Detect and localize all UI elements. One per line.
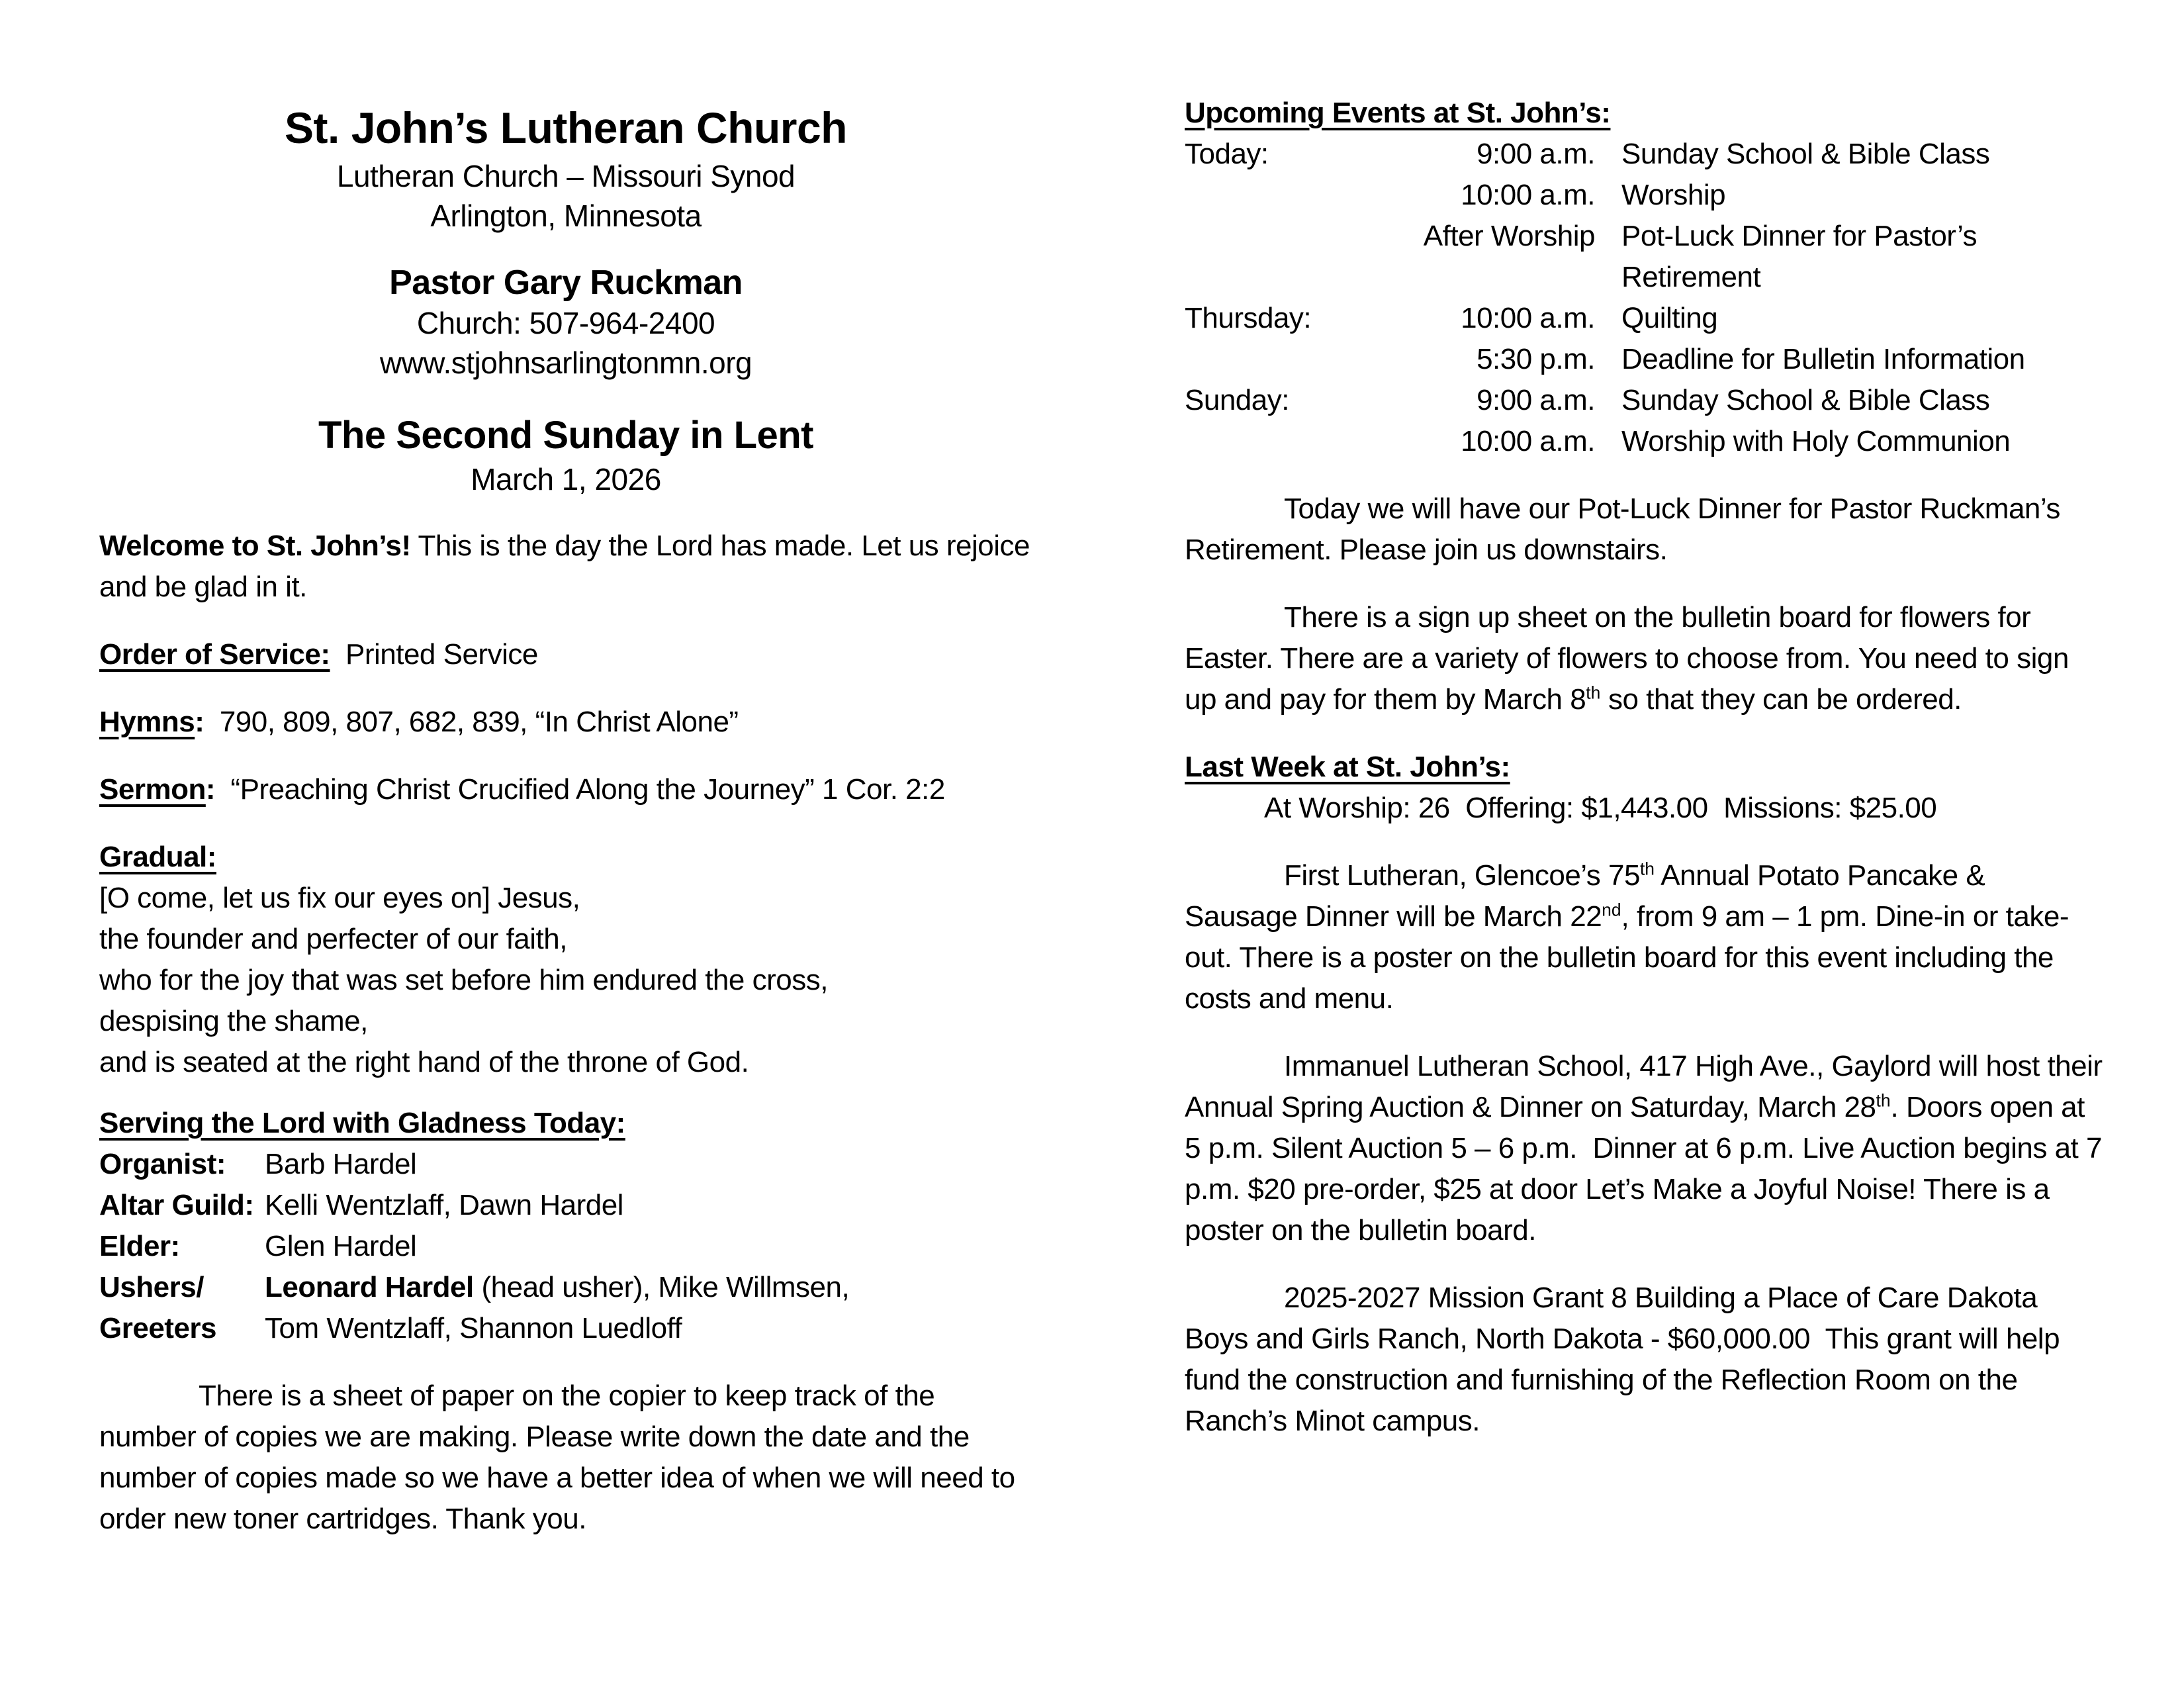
service-title: The Second Sunday in Lent <box>318 414 813 457</box>
serving-row <box>99 1226 1032 1267</box>
role-cell: Organist: <box>99 1148 226 1180</box>
flowers-paragraph <box>1185 597 2105 720</box>
day-cell <box>1185 339 1350 380</box>
schedule-row <box>1185 175 2105 216</box>
sermon-value: “Preaching Christ Crucified Along the Journey” 1 Cor. 2:2 <box>214 773 945 806</box>
serving-row <box>99 1308 1032 1349</box>
immanuel-text: Immanuel Lutheran School, 417 High Ave., Gaylord will host their Annual Spring Auction & Dinner on Saturday, March 28 <box>1185 1050 2109 1123</box>
role-cell: Ushers/ <box>99 1271 204 1303</box>
names-cell <box>265 1267 1032 1308</box>
day-cell <box>1185 421 1350 462</box>
sermon-line <box>99 769 1032 810</box>
ordinal-superscript: th <box>1639 859 1655 879</box>
names-rest: Tom Wentzlaff, Shannon Luedloff <box>265 1312 682 1344</box>
names-cell <box>265 1185 1032 1226</box>
pastor-name: Pastor Gary Ruckman <box>389 263 743 302</box>
role-cell: Greeters <box>99 1312 217 1344</box>
gradual-line: and is seated at the right hand of the throne of God. <box>99 1046 749 1078</box>
schedule-row <box>1185 298 2105 339</box>
copier-paragraph: There is a sheet of paper on the copier to keep track of the number of copies we are making. Please write down the date and the number of copies made so we have a better idea of when we will need to order new toner cartridges. Thank you. <box>99 1380 1023 1535</box>
names-bold: Leonard Hardel <box>265 1271 474 1303</box>
time-cell: 10:00 a.m. <box>1461 425 1595 457</box>
order-value: Printed Service <box>330 638 538 671</box>
day-cell: Today: <box>1185 138 1269 170</box>
schedule-row <box>1185 257 2105 298</box>
glencoe-text: First Lutheran, Glencoe’s 75 <box>1284 859 1640 892</box>
time-cell: 9:00 a.m. <box>1477 138 1595 170</box>
gradual-section <box>99 837 1032 1083</box>
church-website: www.stjohnsarlingtonmn.org <box>379 346 752 380</box>
day-cell <box>1185 216 1350 257</box>
hymns-line <box>99 702 1032 743</box>
gradual-line: despising the shame, <box>99 1005 368 1037</box>
immanuel-paragraph <box>1185 1046 2110 1251</box>
names-cell <box>265 1226 1032 1267</box>
names-rest: (head usher), Mike Willmsen, <box>473 1271 850 1303</box>
lastweek-heading: Last Week at St. John’s: <box>1185 751 1510 783</box>
schedule-row <box>1185 380 2105 421</box>
time-cell: 9:00 a.m. <box>1477 384 1595 416</box>
gradual-line: who for the joy that was set before him endured the cross, <box>99 964 828 996</box>
time-cell: 10:00 a.m. <box>1461 179 1595 211</box>
event-cell: Retirement <box>1621 261 1761 293</box>
day-cell <box>1185 257 1350 298</box>
schedule-row <box>1185 421 2105 462</box>
lastweek-section <box>1185 747 2105 829</box>
hymns-value: 790, 809, 807, 682, 839, “In Christ Alone” <box>204 706 739 738</box>
ordinal-superscript: th <box>1876 1090 1891 1111</box>
welcome-lead: Welcome to St. John’s! <box>99 530 411 562</box>
time-cell: 10:00 a.m. <box>1461 302 1595 334</box>
flowers-text: so that they can be ordered. <box>1600 683 1962 716</box>
names-rest: Kelli Wentzlaff, Dawn Hardel <box>265 1189 623 1221</box>
event-cell: Sunday School & Bible Class <box>1621 384 1990 416</box>
day-cell <box>1185 175 1350 216</box>
events-schedule <box>1185 134 2105 462</box>
sermon-colon: : <box>205 773 215 806</box>
gradual-line: the founder and perfecter of our faith, <box>99 923 567 955</box>
event-cell: Deadline for Bulletin Information <box>1621 343 2025 375</box>
immanuel-text: . Doors open at 5 p.m. Silent Auction 5 – 6 p.m. Dinner at 6 p.m. Live Auction begins at 7 p.m. $20 pre-order, $25 at door Let’s Make a Joyful Noise! There is a poster on the bulletin board. <box>1185 1091 2110 1246</box>
hymns-label: Hymns <box>99 706 195 738</box>
role-cell: Altar Guild: <box>99 1189 254 1221</box>
church-phone: Church: 507-964-2400 <box>416 306 715 340</box>
glencoe-text: Annual Potato Pancake & Sausage Dinner will be March 22 <box>1185 859 1993 933</box>
sermon-label: Sermon <box>99 773 206 806</box>
flowers-text: There is a sign up sheet on the bulletin board for flowers for Easter. There are a variety of flowers to choose from. You need to sign up and pay for them by March 8 <box>1185 601 2077 716</box>
names-cell <box>265 1308 1032 1349</box>
event-cell: Worship <box>1621 179 1726 211</box>
church-title: St. John’s Lutheran Church <box>285 103 847 152</box>
glencoe-text: , from 9 am – 1 pm. Dine-in or take-out. There is a poster on the bulletin board for this event including the costs and menu. <box>1185 900 2069 1015</box>
welcome-paragraph <box>99 526 1038 608</box>
event-cell: Pot-Luck Dinner for Pastor’s <box>1621 220 1978 252</box>
welcome-text: This is the day the Lord has made. Let us rejoice and be glad in it. <box>99 530 1038 603</box>
serving-section <box>99 1103 1032 1349</box>
events-heading: Upcoming Events at St. John’s: <box>1185 97 1611 129</box>
event-cell: Quilting <box>1621 302 1718 334</box>
day-cell: Thursday: <box>1185 302 1312 334</box>
event-cell: Sunday School & Bible Class <box>1621 138 1990 170</box>
bulletin-right-column <box>1185 93 2110 1442</box>
gradual-label: Gradual: <box>99 841 216 873</box>
hymns-colon: : <box>195 706 205 738</box>
city-line: Arlington, Minnesota <box>430 199 702 233</box>
names-cell <box>265 1144 1032 1185</box>
time-cell: 5:30 p.m. <box>1477 343 1595 375</box>
order-of-service-line <box>99 634 1032 675</box>
serving-heading: Serving the Lord with Gladness Today: <box>99 1107 625 1139</box>
role-cell: Elder: <box>99 1230 180 1262</box>
bulletin-left-column <box>99 99 1038 1540</box>
event-cell: Worship with Holy Communion <box>1621 425 2011 457</box>
time-cell <box>1377 257 1595 298</box>
schedule-row <box>1185 339 2105 380</box>
ordinal-superscript: nd <box>1602 900 1621 920</box>
serving-row <box>99 1144 1032 1185</box>
schedule-row <box>1185 134 2105 175</box>
lastweek-stats: At Worship: 26 Offering: $1,443.00 Missions: $25.00 <box>1264 792 1937 824</box>
time-cell: After Worship <box>1423 220 1595 252</box>
glencoe-paragraph <box>1185 855 2105 1019</box>
mission-paragraph: 2025-2027 Mission Grant 8 Building a Place of Care Dakota Boys and Girls Ranch, North Dakota - $60,000.00 This grant will help fund the construction and furnishing of the Reflection Room on the Ranch’s Minot campus. <box>1185 1282 2068 1437</box>
day-cell: Sunday: <box>1185 384 1289 416</box>
serving-row <box>99 1185 1032 1226</box>
names-rest: Glen Hardel <box>265 1230 417 1262</box>
potluck-paragraph: Today we will have our Pot-Luck Dinner for Pastor Ruckman’s Retirement. Please join us downstairs. <box>1185 492 2068 566</box>
synod-line: Lutheran Church – Missouri Synod <box>336 159 796 193</box>
serving-row <box>99 1267 1032 1308</box>
schedule-row <box>1185 216 2105 257</box>
names-rest: Barb Hardel <box>265 1148 417 1180</box>
service-date: March 1, 2026 <box>471 462 661 496</box>
gradual-line: [O come, let us fix our eyes on] Jesus, <box>99 882 580 914</box>
ordinal-superscript: th <box>1586 682 1601 703</box>
order-label: Order of Service: <box>99 638 330 671</box>
